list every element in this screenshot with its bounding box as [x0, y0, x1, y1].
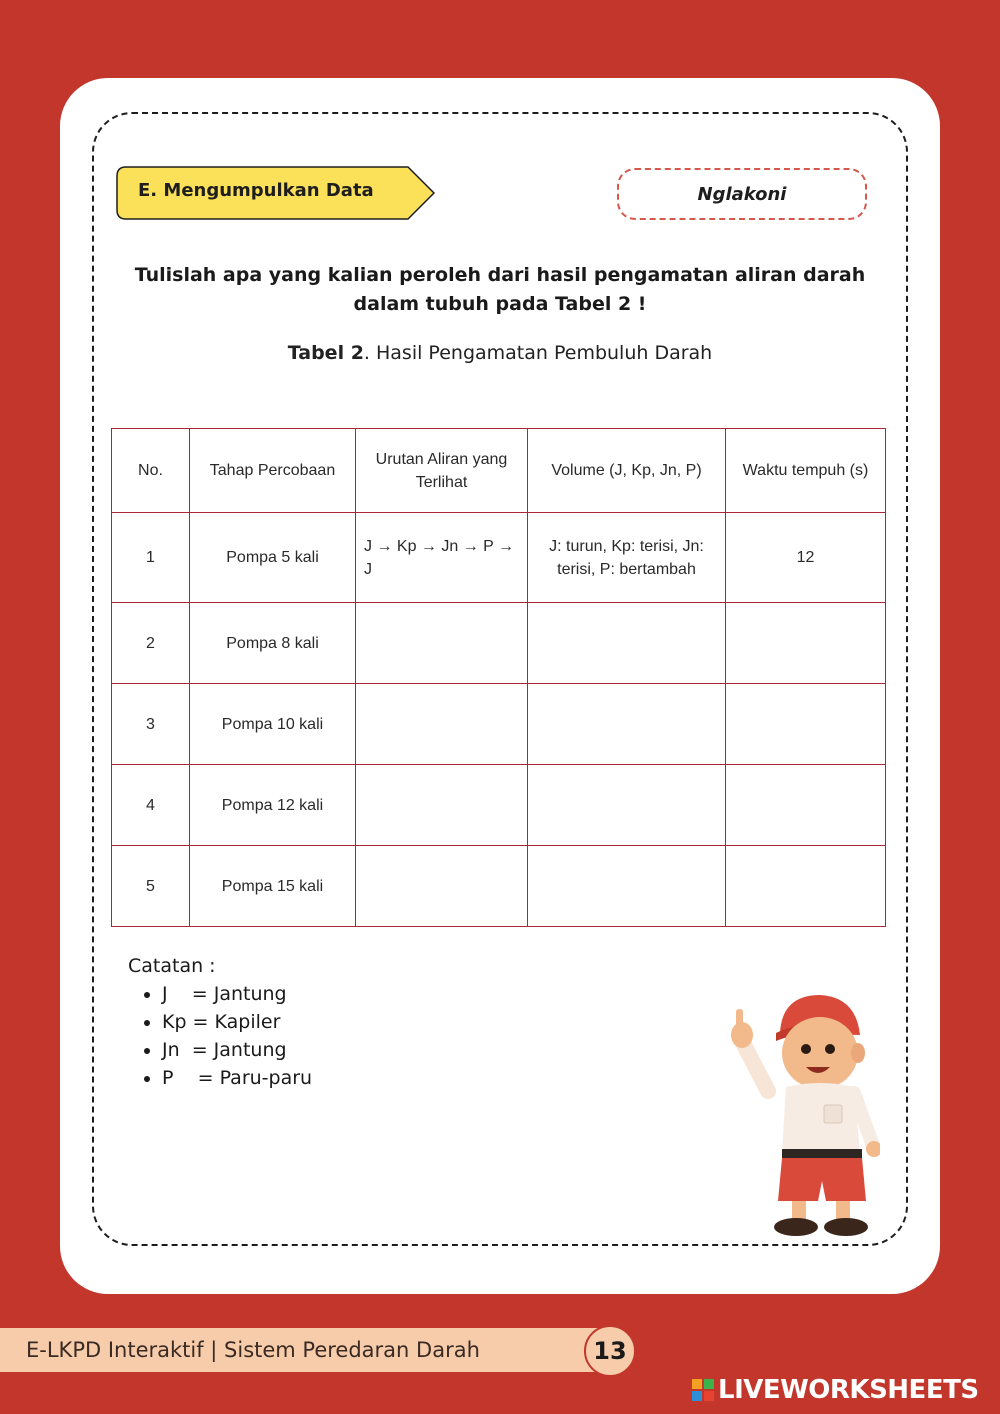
cell-stage: Pompa 5 kali	[190, 513, 356, 603]
cell-volume-input[interactable]	[528, 603, 726, 684]
cell-volume-input[interactable]	[528, 846, 726, 927]
list-item: • J = Jantung	[162, 980, 312, 1008]
header-flow: Urutan Aliran yang Terlihat	[356, 429, 528, 513]
liveworksheets-logo[interactable]	[692, 1374, 979, 1406]
header-no: No.	[112, 429, 190, 513]
section-title: E. Mengumpulkan Data	[138, 180, 374, 201]
list-item: • Kp = Kapiler	[162, 1008, 312, 1036]
cell-no: 3	[112, 684, 190, 765]
cell-stage: Pompa 15 kali	[190, 846, 356, 927]
table-row	[112, 846, 886, 927]
table-row	[112, 513, 886, 603]
instruction-text	[130, 261, 870, 319]
table-caption-prefix: Tabel 2	[287, 342, 364, 364]
cell-no: 1	[112, 513, 190, 603]
table-row	[112, 684, 886, 765]
notes-list	[128, 980, 312, 1092]
worksheet-card	[60, 78, 940, 1294]
cell-volume-input[interactable]: J: turun, Kp: terisi, Jn: terisi, P: bertambah	[528, 513, 726, 603]
cell-volume-input[interactable]	[528, 765, 726, 846]
cell-time-input[interactable]	[726, 846, 886, 927]
table-row	[112, 603, 886, 684]
cell-stage: Pompa 10 kali	[190, 684, 356, 765]
table-row	[112, 765, 886, 846]
cell-time-input[interactable]	[726, 603, 886, 684]
table-caption	[130, 342, 870, 364]
table-header-row	[112, 429, 886, 513]
cell-time-input[interactable]: 12	[726, 513, 886, 603]
list-item: • Jn = Jantung	[162, 1036, 312, 1064]
notes-title: Catatan :	[128, 955, 216, 977]
notes-section	[128, 952, 312, 1092]
cell-stage: Pompa 8 kali	[190, 603, 356, 684]
cell-flow-input[interactable]	[356, 603, 528, 684]
header-volume: Volume (J, Kp, Jn, P)	[528, 429, 726, 513]
cell-no: 2	[112, 603, 190, 684]
cell-volume-input[interactable]	[528, 684, 726, 765]
logo-tiles-icon	[692, 1379, 714, 1401]
cell-stage: Pompa 12 kali	[190, 765, 356, 846]
footer-bar	[0, 1328, 598, 1372]
list-item: • P = Paru-paru	[162, 1064, 312, 1092]
table-caption-text: . Hasil Pengamatan Pembuluh Darah	[363, 342, 713, 364]
footer-title: E-LKPD Interaktif | Sistem Peredaran Darah	[26, 1338, 480, 1362]
cell-no: 5	[112, 846, 190, 927]
cell-flow-input[interactable]	[356, 684, 528, 765]
section-tag	[116, 166, 436, 220]
student-mascot-illustration	[720, 983, 880, 1238]
mode-badge: Nglakoni	[617, 168, 867, 220]
cell-time-input[interactable]	[726, 765, 886, 846]
cell-no: 4	[112, 765, 190, 846]
instruction-line-1: Tulislah apa yang kalian peroleh dari hasil pengamatan aliran darah	[134, 264, 866, 286]
cell-flow-input[interactable]: J → Kp → Jn → P → J	[356, 513, 528, 603]
cell-time-input[interactable]	[726, 684, 886, 765]
cell-flow-input[interactable]	[356, 765, 528, 846]
header-time: Waktu tempuh (s)	[726, 429, 886, 513]
instruction-line-2: dalam tubuh pada Tabel 2 !	[353, 293, 647, 315]
brand-name: LIVEWORKSHEETS	[718, 1375, 979, 1405]
observation-table	[111, 428, 886, 927]
header-stage: Tahap Percobaan	[190, 429, 356, 513]
page-number: 13	[584, 1325, 636, 1377]
cell-flow-input[interactable]	[356, 846, 528, 927]
